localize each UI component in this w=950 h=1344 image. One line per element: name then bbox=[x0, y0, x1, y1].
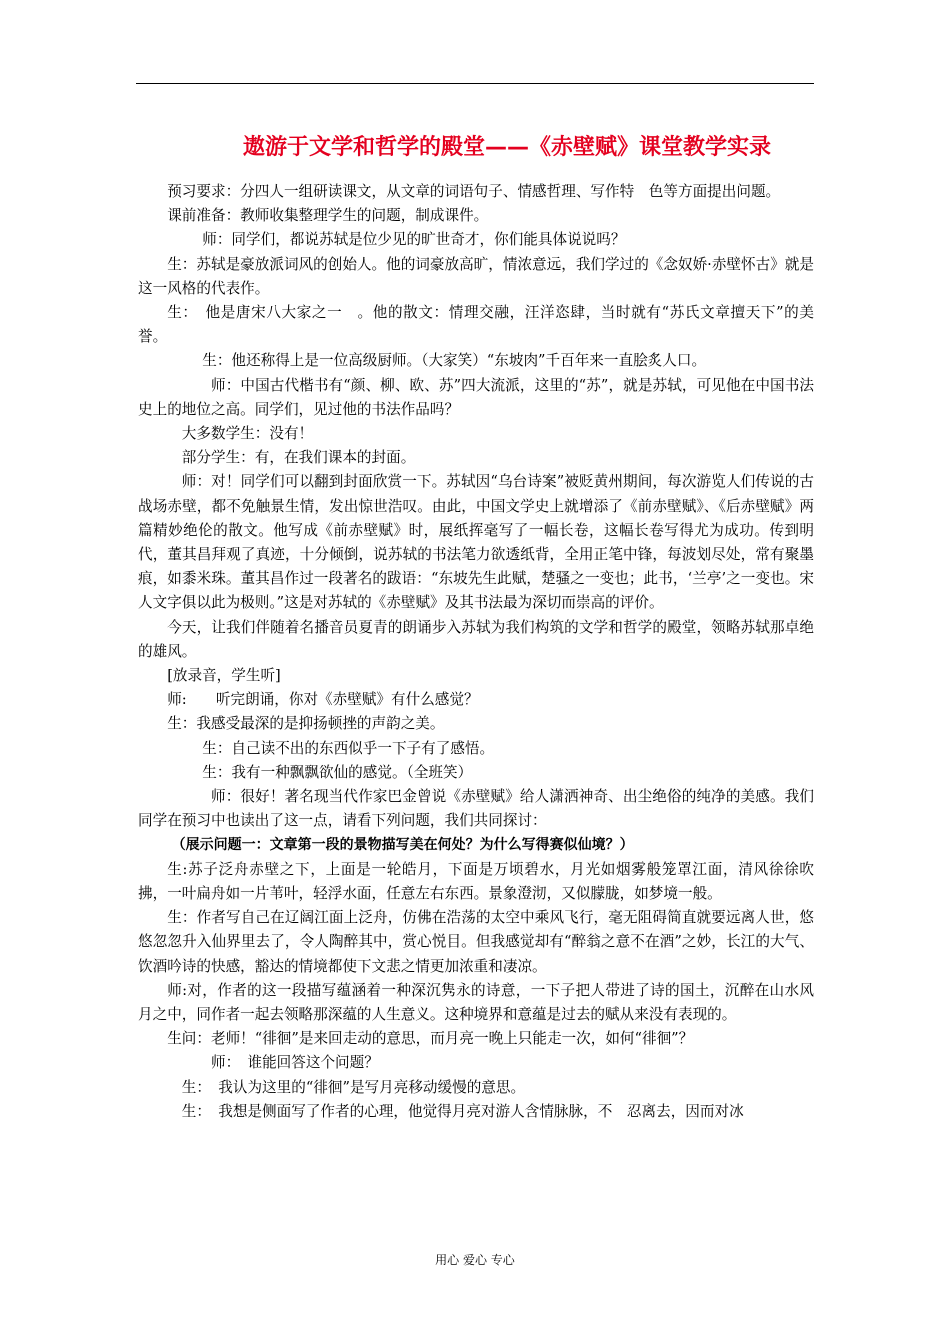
paragraph: 师：对！同学们可以翻到封面欣赏一下。苏轼因“乌台诗案”被贬黄州期间，每次游览人们传说的古战场赤壁，都不免触景生情，发出惊世浩叹。由此，中国文学史上就增添了《前赤壁赋》、《后赤壁赋》两篇精妙绝伦的散文。他写成《前赤壁赋》时，展纸挥毫写了一幅长卷，这幅长卷写得尤为成功。传到明代，董其昌拜观了真迹，十分倾倒，说苏轼的书法笔力欲透纸背，全用正笔中锋，每波划尽处，常有聚墨痕，如黍米珠。董其昌作过一段著名的跋语：“东坡先生此赋，楚骚之一变也；此书，‘兰亭’之一变也。宋人文字俱以此为极则。”这是对苏轼的《赤壁赋》及其书法最为深切而崇高的评价。 bbox=[138, 473, 814, 612]
paragraph: 生：自己读不出的东西似乎一下子有了感悟。 bbox=[202, 739, 495, 757]
question-heading: （展示问题一：文章第一段的景物描写美在何处？为什么写得赛似仙境？） bbox=[171, 837, 634, 854]
paragraph: 生：我感受最深的是抑扬顿挫的声韵之美。 bbox=[167, 715, 445, 733]
paragraph: 生:苏子泛舟赤壁之下，上面是一轮皓月，下面是万顷碧水，月光如烟雾般笼罩江面，清风徐徐吹拂，一叶扁舟如一片苇叶，轻浮水面，任意左右东西。景象澄沏，又似朦胧，如梦境一般。 bbox=[138, 860, 814, 902]
paragraph: 师：中国古代楷书有“颜、柳、欧、苏”四大流派，这里的“苏”，就是苏轼，可见他在中国书法史上的地位之高。同学们，见过他的书法作品吗？ bbox=[138, 376, 814, 418]
paragraph: 大多数学生：没有！ bbox=[181, 425, 314, 443]
paragraph: 师：同学们，都说苏轼是位少见的旷世奇才，你们能具体说说吗？ bbox=[202, 231, 626, 249]
paragraph: 预习要求：分四人一组研读课文，从文章的词语句子、情感哲理、写作特 色等方面提出问题。 bbox=[167, 183, 781, 200]
paragraph: 师: 听完朗诵，你对《赤壁赋》有什么感觉？ bbox=[167, 691, 479, 709]
document-body bbox=[138, 180, 814, 1124]
paragraph: 生： 我想是侧面写了作者的心理，他觉得月亮对游人含情脉脉，不 忍离去，因而对冰 bbox=[181, 1102, 744, 1120]
document-title: 遨游于文学和哲学的殿堂——《赤壁赋》课堂教学实录 bbox=[242, 135, 771, 160]
page-footer: 用心 爱心 专心 bbox=[435, 1253, 515, 1267]
paragraph: 生：他还称得上是一位高级厨师。（大家笑）“东坡肉”千百年来一直脍炙人口。 bbox=[202, 352, 707, 370]
paragraph: 课前准备：教师收集整理学生的问题，制成课件。 bbox=[167, 207, 489, 225]
paragraph: 生： 他是唐宋八大家之一 。他的散文：情理交融，汪洋恣肆，当时就有“苏氏文章擅天下”的美誉。 bbox=[138, 304, 814, 346]
paragraph: 今天，让我们伴随着名播音员夏青的朗诵步入苏轼为我们构筑的文学和哲学的殿堂，领略苏轼那卓绝的雄风。 bbox=[138, 618, 814, 660]
paragraph: 师：很好！著名现当代作家巴金曾说《赤壁赋》给人潇洒神奇、出尘绝俗的纯净的美感。我们同学在预习中也读出了这一点，请看下列问题，我们共同探讨： bbox=[138, 788, 814, 830]
paragraph: 生：我有一种飘飘欲仙的感觉。（全班笑） bbox=[202, 763, 473, 781]
paragraph: 生：苏轼是豪放派词风的创始人。他的词豪放高旷，情浓意远，我们学过的《念奴娇·赤壁怀古》就是这一风格的代表作。 bbox=[138, 255, 814, 297]
paragraph: 师： 谁能回答这个问题？ bbox=[211, 1054, 379, 1072]
paragraph: 生问：老师！“徘徊”是来回走动的意思，而月亮一晚上只能走一次，如何“徘徊”？ bbox=[167, 1030, 694, 1048]
paragraph: 部分学生：有，在我们课本的封面。 bbox=[181, 449, 416, 467]
header-rule bbox=[136, 83, 814, 84]
paragraph: 师:对，作者的这一段描写蕴涵着一种深沉隽永的诗意，一下子把人带进了诗的国土，沉醉在山水风月之中，同作者一起去领略那深蕴的人生意义。这种境界和意蕴是过去的赋从来没有表现的。 bbox=[138, 981, 814, 1023]
paragraph: 生： 我认为这里的“徘徊”是写月亮移动缓慢的意思。 bbox=[181, 1078, 526, 1096]
paragraph: 生：作者写自己在辽阔江面上泛舟，仿佛在浩荡的太空中乘风飞行，毫无阻碍简直就要远离人世，悠悠忽忽升入仙界里去了，令人陶醉其中，赏心悦目。但我感觉却有“醉翁之意不在酒”之妙，长江的大气、饮酒吟诗的快感，豁达的情境都使下文悲之情更加浓重和凄凉。 bbox=[138, 909, 814, 975]
paragraph: [放录音，学生听] bbox=[167, 667, 281, 685]
